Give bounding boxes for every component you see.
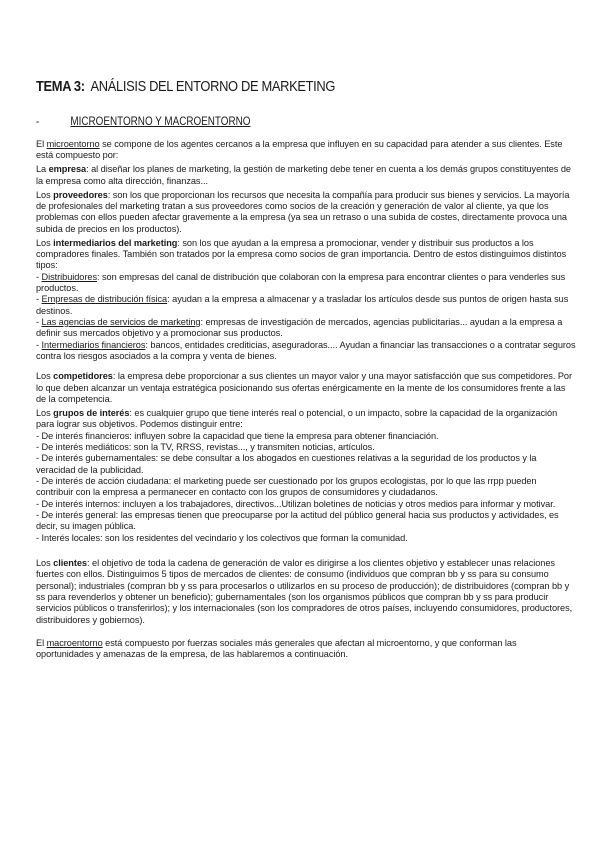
empresa-pre: La xyxy=(36,164,49,175)
intro-pre: El xyxy=(36,139,47,149)
macro-pre: El xyxy=(36,638,47,649)
list-item: - De interés mediáticos: son la TV, RRSS, revistas..., y transmiten noticias, artículos. xyxy=(36,441,375,452)
proveedores-text: : son los que proporcionan los recursos que necesita la compañía para producir sus bienes y servicios. La mayoría de profesionales del marketing tratan a sus proveedores como socios de la creación y generación de valor al cliente, ya que los problemas con ellos pueden afectar gravemente a la empresa (ya sea un retraso o una subida de costes, directamente provoca una subida de precios en los productos). xyxy=(36,189,570,234)
list-item xyxy=(36,340,576,363)
list-item-text: : bancos, entidades crediticias, aseguradoras.... Ayudan a financiar las transacciones o a contratar seguros contra los riesgos asociados a la compra y venta de bienes. xyxy=(36,339,576,361)
empresa-term: empresa xyxy=(48,164,87,175)
list-item: - De interés de acción ciudadana: el marketing puede ser cuestionado por los grupos ecologistas, por lo que las rrpp pueden contribuir con la empresa a permanecer en contacto con los grupos de consumidores y ciudadanos. xyxy=(36,476,537,498)
intermediarios-text: : son los que ayudan a la empresa a promocionar, vender y distribuir sus productos a los compradores finales. También son tratados por la empresa como socios de gran importancia. Dentro de estos distinguimos distintos tipos: xyxy=(36,237,567,271)
section-heading xyxy=(36,116,250,128)
grupos-block xyxy=(36,408,576,544)
list-item xyxy=(36,272,576,295)
list-dash: - xyxy=(36,294,42,305)
intro-text: se compone de los agentes cercanos a la empresa que influyen en su capacidad para atender a sus clientes. Este está compuesto por: xyxy=(36,139,563,161)
section-dash: - xyxy=(36,116,40,128)
grupos-text: : es cualquier grupo que tiene interés real o potencial, o un impacto, sobre la capacidad de la organización para lograr sus objetivos. Podemos distinguir entre: xyxy=(36,407,558,430)
proveedores-term: proveedores xyxy=(53,189,108,200)
page-title xyxy=(36,78,335,95)
clientes-pre: Los xyxy=(36,558,54,569)
competidores-term: competidores xyxy=(53,371,113,382)
distribucion-fisica-term: Empresas de distribución física xyxy=(41,294,168,305)
intermediarios-pre: Los xyxy=(36,237,54,248)
list-item: - Interés locales: son los residentes del vecindario y los colectivos que forman la comunidad. xyxy=(36,532,408,543)
intermediarios-term: intermediarios del marketing xyxy=(53,237,178,248)
list-item: - De interés financieros: influyen sobre la capacidad que tiene la empresa para obtener financiación. xyxy=(36,430,439,441)
list-item: - De interés gubernamentales: se debe consultar a los abogados en cuestiones relativas a la seguridad de los productos y la veracidad de la publicidad. xyxy=(36,453,537,475)
document-body xyxy=(36,139,576,663)
grupos-pre: Los xyxy=(36,407,54,418)
list-item-text: : ayudan a la empresa a almacenar y a trasladar los artículos desde sus puntos de origen hasta sus destinos. xyxy=(36,294,569,316)
section-heading-text: MICROENTORNO Y MACROENTORNO xyxy=(70,116,251,128)
macroentorno-paragraph xyxy=(36,638,576,661)
list-dash: - xyxy=(36,339,42,350)
macroentorno-term: macroentorno xyxy=(46,638,103,649)
clientes-term: clientes xyxy=(53,558,87,569)
empresa-paragraph xyxy=(36,164,576,187)
title-number: TEMA 3: xyxy=(36,78,85,95)
list-dash: - xyxy=(36,316,42,327)
macro-text: está compuesto por fuerzas sociales más generales que afectan al microentorno, y que conforman las oportunidades y amenazas de la empresa, de las hablaremos a continuación. xyxy=(36,638,517,660)
agencias-term: Las agencias de servicios de marketing xyxy=(41,316,201,327)
proveedores-paragraph xyxy=(36,190,576,235)
intermediarios-block xyxy=(36,238,576,363)
clientes-paragraph xyxy=(36,558,576,626)
list-item xyxy=(36,294,576,317)
list-item xyxy=(36,317,576,340)
list-dash: - xyxy=(36,271,42,282)
competidores-paragraph xyxy=(36,371,576,405)
list-item-text: : son empresas del canal de distribución que colaboran con la empresa para encontrar clientes o para venderles sus productos. xyxy=(36,271,566,293)
intermediarios-paragraph xyxy=(36,238,576,272)
title-text: ANÁLISIS DEL ENTORNO DE MARKETING xyxy=(90,78,336,95)
grupos-paragraph xyxy=(36,408,576,431)
intro-paragraph xyxy=(36,139,576,162)
clientes-text: : el objetivo de toda la cadena de generación de valor es dirigirse a los clientes objetivo y establecer unas relaciones fuertes con ellos. Distinguimos 5 tipos de mercados de clientes: de consumo (individuos que compran bb y ss para su consumo personal); industriales (compran bb y ss para procesarlos o utilizarlos en su proceso de producción); de distribuidores (compran bb y ss para revenderlos y obtener un beneficio); gubernamentales (son los organismos públicos que compran bb y ss para producir servicios públicos o transferirlos); y los internacionales (son los compradores de otros países, incluyendo consumidores, productores, distribuidores y gobiernos). xyxy=(36,558,573,625)
grupos-term: grupos de interés xyxy=(53,407,130,418)
microentorno-term: microentorno xyxy=(46,139,100,149)
list-item: - De interés general: las empresas tienen que preocuparse por la actitud del público general hacia sus productos y actividades, es decir, su imagen pública. xyxy=(36,510,559,532)
list-item: - De interés internos: incluyen a los trabajadores, directivos...Utilizan boletines de noticias y otros medios para informar y motivar. xyxy=(36,498,556,509)
distribuidores-term: Distribuidores xyxy=(41,271,97,282)
list-item-text: : empresas de investigación de mercados, agencias publicitarias... ayudan a la empresa a definir sus mercados objetivo y a promocionar sus productos. xyxy=(36,316,563,339)
empresa-text: : al diseñar los planes de marketing, la gestión de marketing debe tener en cuenta a los demás grupos constituyentes de la empresa como alta dirección, finanzas... xyxy=(36,164,571,186)
competidores-pre: Los xyxy=(36,371,54,382)
proveedores-pre: Los xyxy=(36,189,54,200)
competidores-text: : la empresa debe proporcionar a sus clientes un mayor valor y una mayor satisfacción que sus competidores. Por lo que deben alcanzar un ventaja estratégica posicionando sus ofertas enérgicamente en la mente de los consumidores frente a las de la competencia. xyxy=(36,371,572,404)
intermediarios-financieros-term: Intermediarios financieros xyxy=(41,339,146,350)
